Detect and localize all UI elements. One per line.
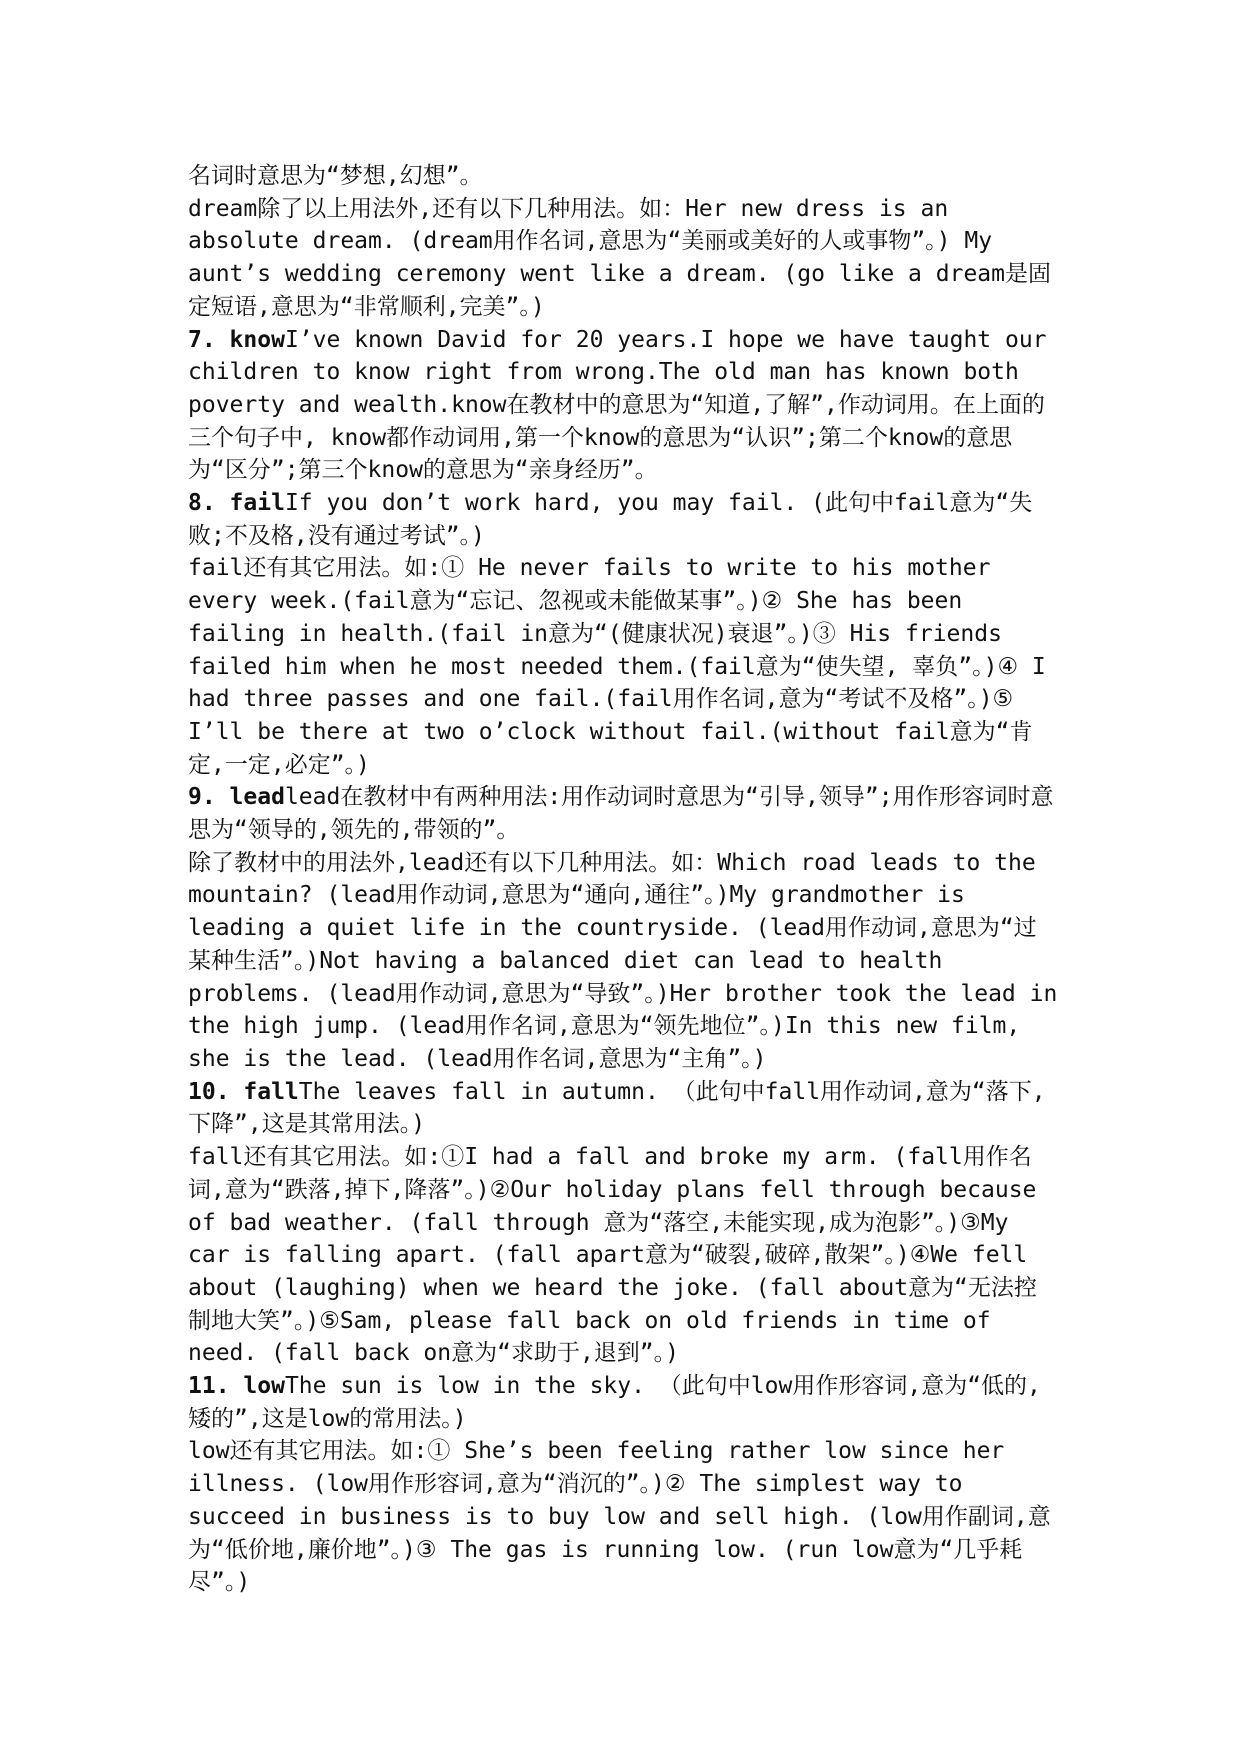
entry-headword: fall	[243, 1078, 299, 1105]
entry-text: lead在教材中有两种用法:用作动词时意思为“引导,领导”;用作形容词时意思为“领导的,领先的,带领的”。	[188, 784, 1054, 844]
entry-headword: lead	[229, 784, 285, 811]
entry-fail	[188, 487, 1058, 552]
paragraph	[188, 847, 1058, 1076]
entry-headword: know	[229, 326, 285, 353]
entry-text: The sun is low in the sky. （此句中low用作形容词,意为“低的,矮的”,这是low的常用法。)	[188, 1373, 1041, 1432]
entry-number: 10.	[188, 1078, 244, 1105]
entry-lead	[188, 781, 1058, 846]
entry-number: 7.	[188, 326, 230, 353]
paragraph-text: fall还有其它用法。如:①I had a fall and broke my arm. (fall用作名词,意为“跌落,掉下,降落”。)②Our holiday plans fell through because of bad weather. (fall through 意为“落空,未能实现,成为泡影”。)③My car is falling apart. (fall apart意为“破裂,破碎,散架”。)④We fell about (laughing) when we heard the joke. (fall about意为“无法控制地大笑”。)⑤Sam, please fall back on old friends in time of need. (fall back on意为“求助于,退到”。)	[188, 1144, 1037, 1367]
entry-text: If you don’t work hard, you may fail. (此句中fail意为“失败;不及格,没有通过考试”。)	[188, 490, 1033, 549]
entry-number: 9.	[188, 784, 230, 811]
paragraph	[188, 1141, 1058, 1370]
paragraph-text: fail还有其它用法。如:① He never fails to write to his mother every week.(fail意为“忘记、忽视或未能做某事”。)② She has been failing in health.(fail in意为“(健康状况)衰退”。)③ His friends failed him when he most needed them.(fail意为“使失望, 辜负”。)④ I had three passes and one fail.(fail用作名词,意为“考试不及格”。)⑤ I’ll be there at two o’clock without fail.(without fail意为“肯定,一定,必定”。)	[188, 555, 1046, 778]
document-page	[188, 160, 1058, 1599]
entry-low	[188, 1370, 1058, 1435]
entry-headword: low	[243, 1373, 285, 1400]
paragraph-text: 名词时意思为“梦想,幻想”。	[188, 163, 483, 189]
entry-text: I’ve known David for 20 years.I hope we have taught our children to know right from wrong.The old man has known both poverty and wealth.know在教材中的意思为“知道,了解”,作动词用。在上面的三个句子中, know都作动词用,第一个know的意思为“认识”;第二个know的意思为“区分”;第三个know的意思为“亲身经历”。	[188, 326, 1047, 484]
entry-number: 8.	[188, 490, 230, 517]
entry-fall	[188, 1076, 1058, 1141]
entry-know	[188, 324, 1058, 488]
paragraph-text: low还有其它用法。如:① She’s been feeling rather low since her illness. (low用作形容词,意为“消沉的”。)② The simplest way to succeed in business is to buy low and sell high. (low用作副词,意为“低价地,廉价地”。)③ The gas is running low. (run low意为“几乎耗尽”。)	[188, 1438, 1051, 1596]
paragraph-text: 除了教材中的用法外,lead还有以下几种用法。如：Which road leads to the mountain? (lead用作动词,意思为“通向,通往”。)My grandmother is leading a quiet life in the countryside. (lead用作动词,意思为“过某种生活”。)Not having a balanced diet can lead to health problems. (lead用作动词,意思为“导致”。)Her brother took the lead in the high jump. (lead用作名词,意思为“领先地位”。)In this new film, she is the lead. (lead用作名词,意思为“主角”。)	[188, 849, 1058, 1072]
paragraph	[188, 1435, 1058, 1599]
paragraph	[188, 160, 1058, 193]
paragraph	[188, 193, 1058, 324]
paragraph	[188, 552, 1058, 781]
entry-headword: fail	[229, 490, 285, 517]
entry-text: The leaves fall in autumn. （此句中fall用作动词,意为“落下,下降”,这是其常用法。)	[188, 1078, 1046, 1138]
paragraph-text: dream除了以上用法外,还有以下几种用法。如：Her new dress is an absolute dream. (dream用作名词,意思为“美丽或美好的人或事物”。) My aunt’s wedding ceremony went like a dream. (go like a dream是固定短语,意思为“非常顺利,完美”。)	[188, 195, 1051, 320]
entry-number: 11.	[188, 1373, 244, 1400]
